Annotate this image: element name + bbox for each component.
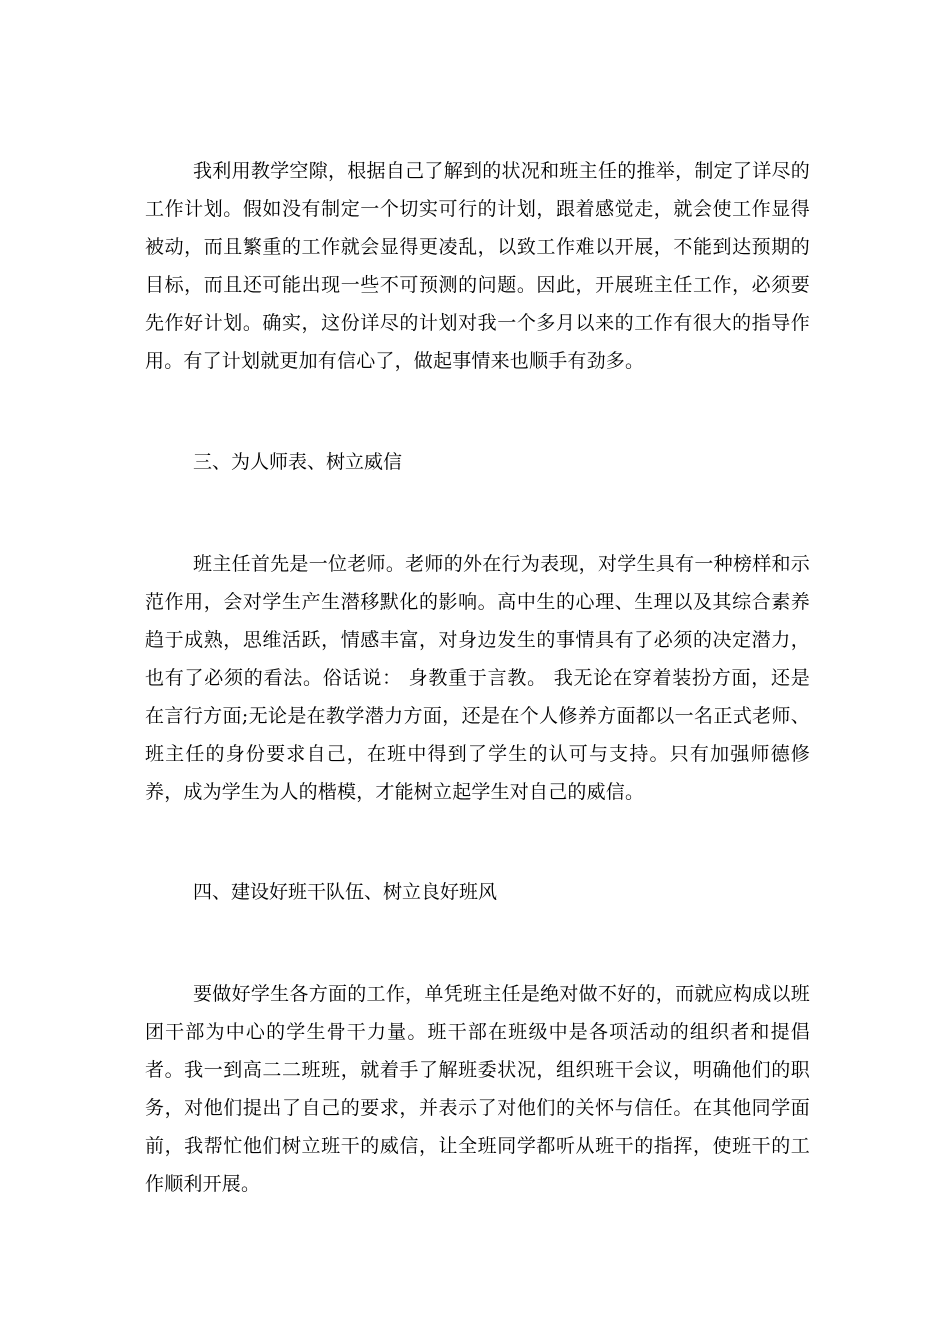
body-paragraph: 班主任首先是一位老师。老师的外在行为表现，对学生具有一种榜样和示范作用，会对学生产生潜移默化的影响。高中生的心理、生理以及其综合素养趋于成熟，思维活跃，情感丰富，对身边发生的事情具有了必须的决定潜力，也有了必须的看法。俗话说： 身教重于言教。 我无论在穿着装扮方面，还是在言行方面;无论是在教学潜力方面，还是在个人修养方面都以一名正式老师、班主任的身份要求自己，在班中得到了学生的认可与支持。只有加强师德修养，成为学生为人的楷模，才能树立起学生对自己的威信。 xyxy=(145,553,810,803)
body-paragraph: 要做好学生各方面的工作，单凭班主任是绝对做不好的，而就应构成以班团干部为中心的学生骨干力量。班干部在班级中是各项活动的组织者和提倡者。我一到高二二班班，就着手了解班委状况，组织班干会议，明确他们的职务，对他们提出了自己的要求，并表示了对他们的关怀与信任。在其他同学面前，我帮忙他们树立班干的威信，让全班同学都听从班干的指挥，使班干的工作顺利开展。 xyxy=(145,983,810,1195)
section-heading: 三、为人师表、树立威信 xyxy=(193,451,403,473)
section-heading: 四、建设好班干队伍、树立良好班风 xyxy=(193,881,498,903)
body-paragraph: 我利用教学空隙，根据自己了解到的状况和班主任的推举，制定了详尽的工作计划。假如没有制定一个切实可行的计划，跟着感觉走，就会使工作显得被动，而且繁重的工作就会显得更凌乱，以致工作难以开展，不能到达预期的目标，而且还可能出现一些不可预测的问题。因此，开展班主任工作，必须要先作好计划。确实，这份详尽的计划对我一个多月以来的工作有很大的指导作用。有了计划就更加有信心了，做起事情来也顺手有劲多。 xyxy=(145,160,810,372)
